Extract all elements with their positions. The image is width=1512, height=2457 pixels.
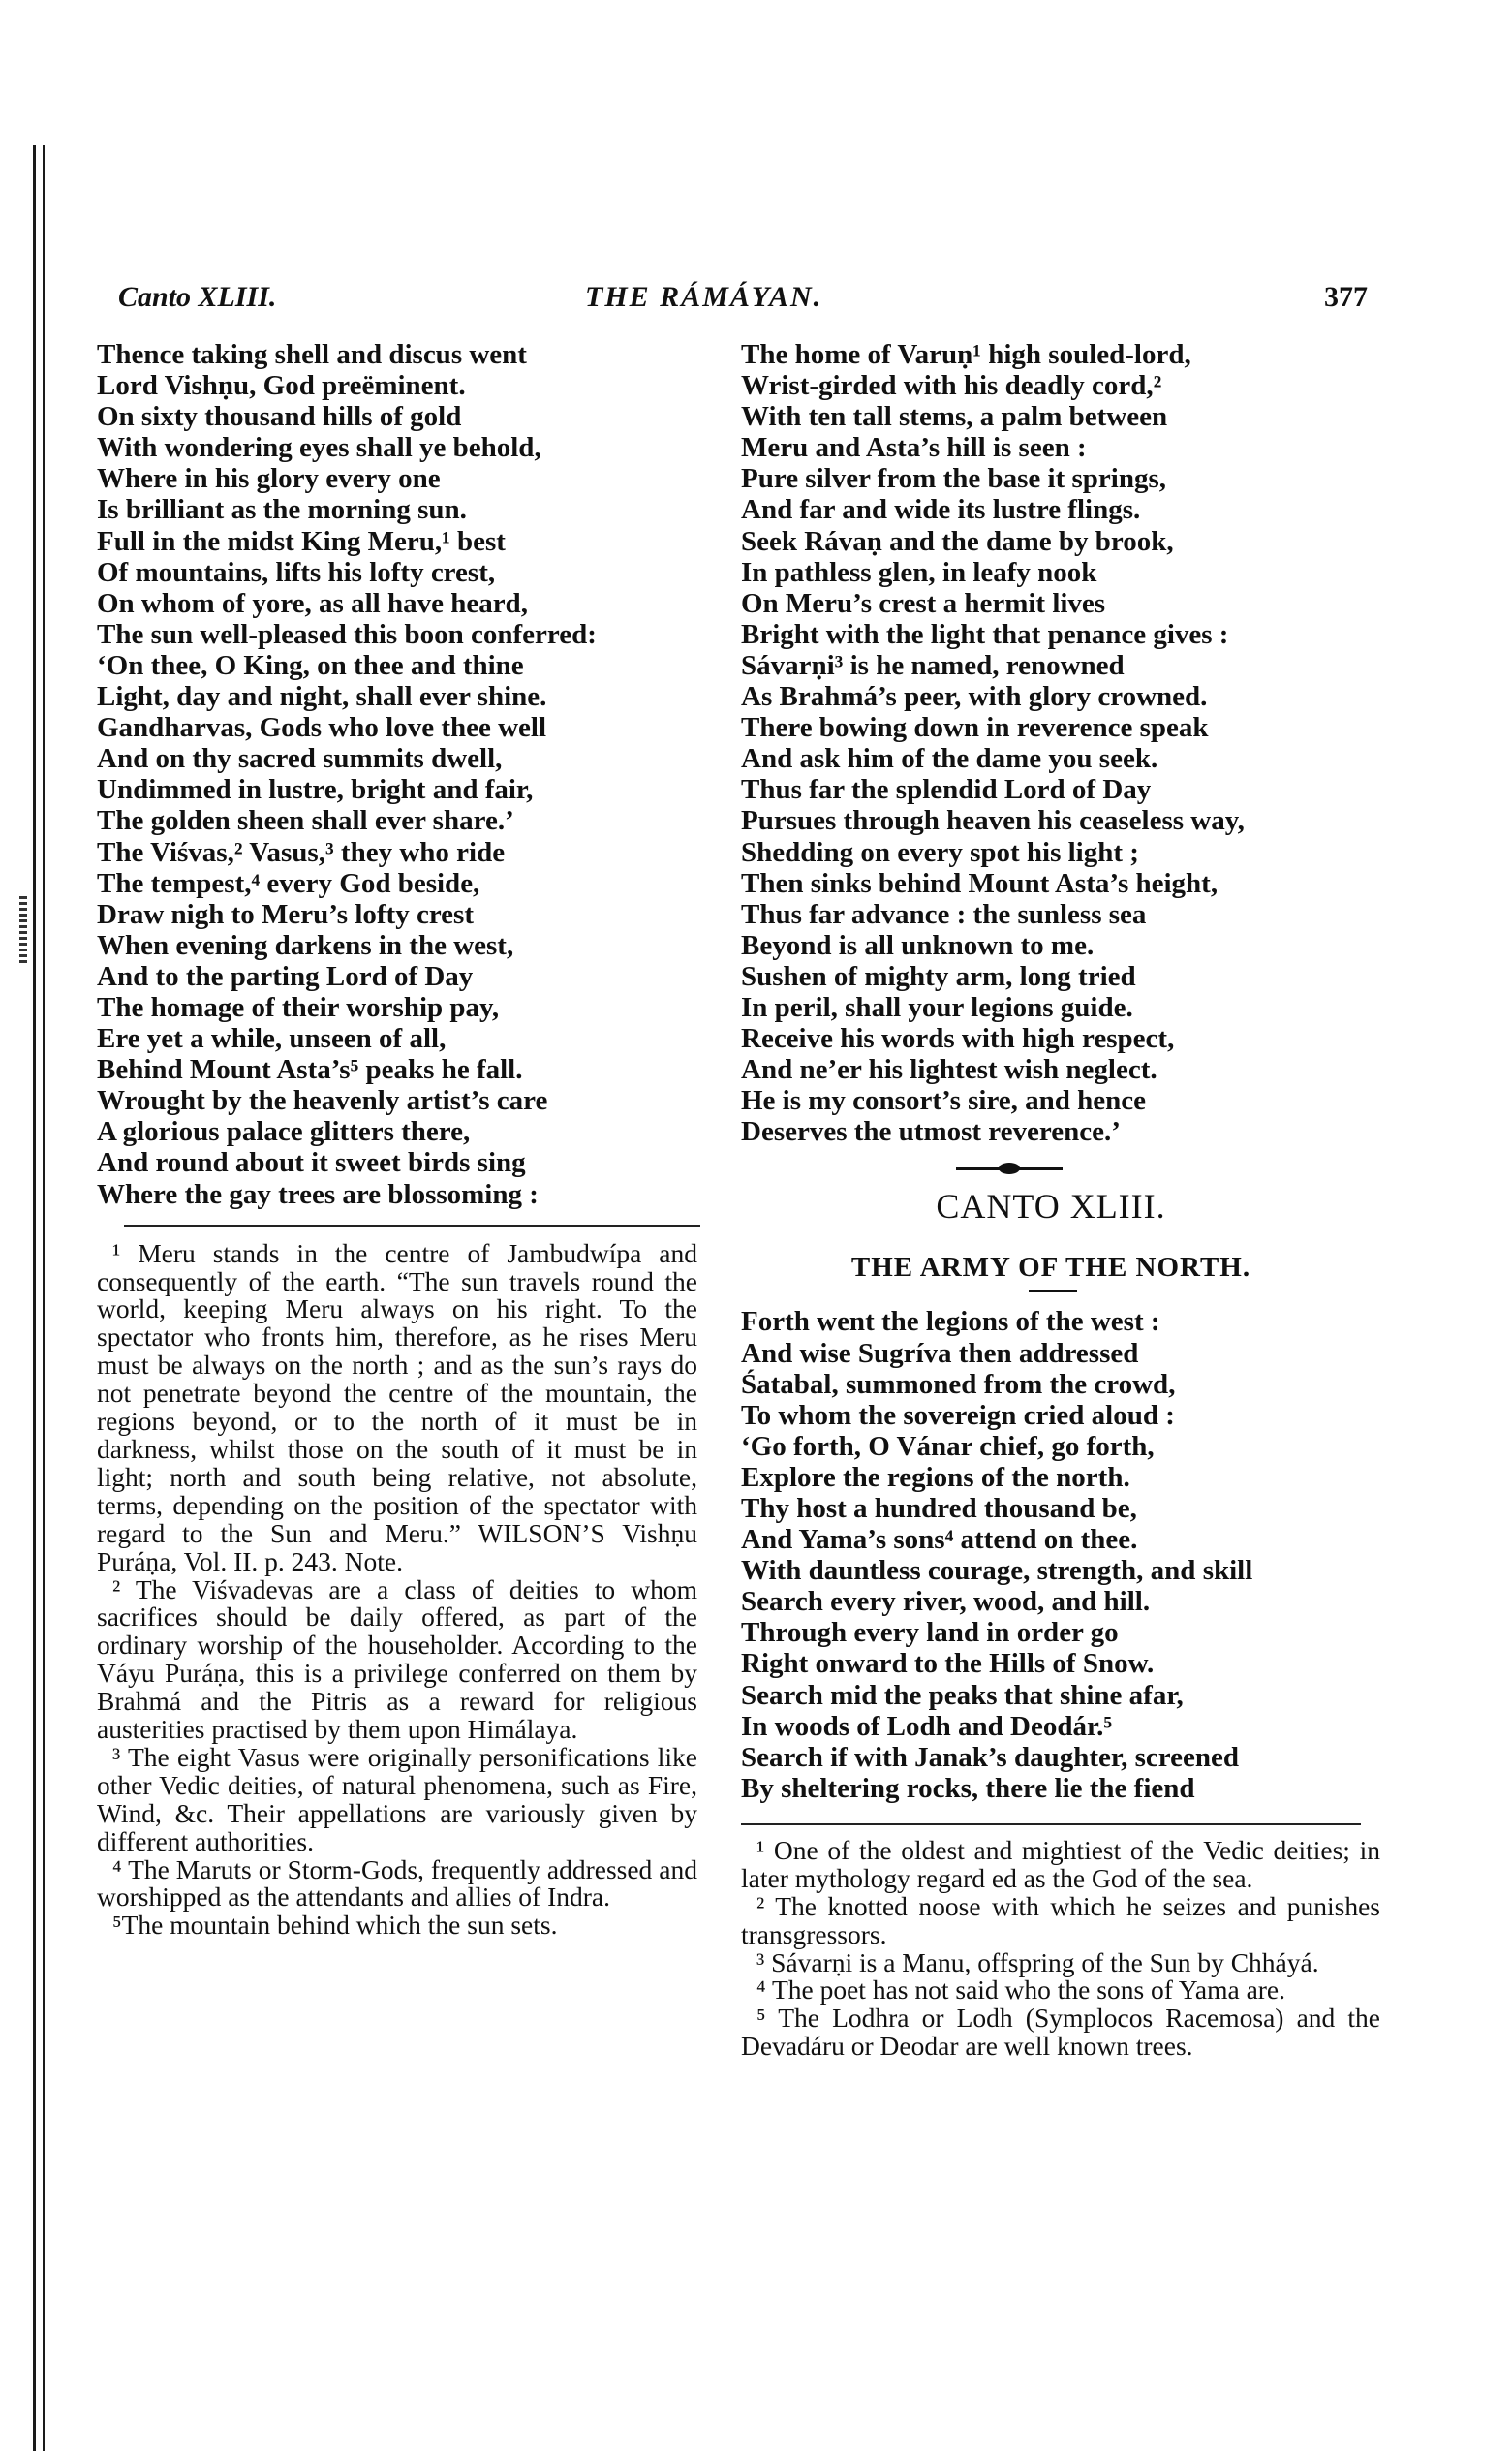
verse-line: The tempest,⁴ every God beside, — [97, 867, 480, 899]
footnote: ⁴ The Maruts or Storm-Gods, frequently addressed and worshipped as the attendants and allies of Indra. — [97, 1853, 697, 1913]
footnote: ⁵The mountain behind which the sun sets. — [112, 1910, 558, 1941]
verse-line: Forth went the legions of the west : — [741, 1306, 1160, 1338]
binding-rule-inner — [43, 145, 45, 2451]
left-footnotes — [97, 1237, 697, 1941]
verse-line: Śatabal, summoned from the crowd, — [741, 1368, 1176, 1400]
verse-line: In pathless glen, in leafy nook — [741, 556, 1097, 588]
verse-line: And wise Sugríva then addressed — [741, 1337, 1139, 1369]
footnote: ² The Viśvadevas are a class of deities to whom sacrifices should be daily offered, as part of the ordinary worship of the householder. According to the Váyu Puráṇa, this is a privilege conferred on them by Brahmá and the Pitris as a reward for religious austerities practised by them upon Himálaya. — [97, 1573, 697, 1745]
verse-line: ‘Go forth, O Vánar chief, go forth, — [741, 1430, 1155, 1462]
verse-line: Full in the midst King Meru,¹ best — [97, 525, 506, 557]
verse-line: Where in his glory every one — [97, 463, 441, 495]
verse-line: Sávarṇi³ is he named, renowned — [741, 649, 1125, 681]
verse-line: To whom the sovereign cried aloud : — [741, 1399, 1175, 1431]
verse-line: Deserves the utmost reverence.’ — [741, 1116, 1121, 1148]
verse-line: When evening darkens in the west, — [97, 929, 514, 961]
verse-line: On whom of yore, as all have heard, — [97, 587, 528, 619]
verse-line: In woods of Lodh and Deodár.⁵ — [741, 1710, 1113, 1742]
verse-line: Thus far the splendid Lord of Day — [741, 774, 1152, 806]
verse-line: Through every land in order go — [741, 1617, 1119, 1649]
running-header — [118, 281, 1368, 329]
canto-subtitle: THE ARMY OF THE NORTH. — [850, 1252, 1251, 1284]
canto-title: CANTO XLIII. — [936, 1187, 1166, 1227]
left-column — [97, 339, 697, 1940]
verse-line: Is brilliant as the morning sun. — [97, 494, 467, 526]
verse-line: With ten tall stems, a palm between — [741, 401, 1168, 433]
right-column — [741, 339, 1380, 2061]
verse-line: The homage of their worship pay, — [97, 991, 500, 1023]
verse-line: Thence taking shell and discus went — [97, 339, 527, 370]
verse-line: Lord Vishṇu, God preëminent. — [97, 370, 466, 402]
footnote-rule — [124, 1225, 700, 1227]
verse-line: And Yama’s sons⁴ attend on thee. — [741, 1524, 1138, 1556]
verse-line: Of mountains, lifts his lofty crest, — [97, 556, 496, 588]
verse-line: Then sinks behind Mount Asta’s height, — [741, 867, 1219, 899]
left-verse — [97, 339, 697, 1210]
verse-line: Pursues through heaven his ceaseless way, — [741, 805, 1245, 837]
right-verse-2 — [741, 1306, 1380, 1804]
verse-line: And far and wide its lustre flings. — [741, 494, 1141, 526]
margin-mark — [19, 896, 27, 964]
verse-line: And to the parting Lord of Day — [97, 960, 474, 992]
verse-line: And ask him of the dame you seek. — [741, 743, 1158, 775]
title-rule — [1029, 1290, 1077, 1292]
verse-line: Receive his words with high respect, — [741, 1023, 1175, 1055]
footnote: ² The knotted noose with which he seizes and punishes transgressors. — [741, 1890, 1380, 1949]
verse-line: And on thy sacred summits dwell, — [97, 743, 503, 775]
verse-line: Right onward to the Hills of Snow. — [741, 1648, 1155, 1680]
verse-line: Wrist-girded with his deadly cord,² — [741, 370, 1162, 402]
verse-line: Beyond is all unknown to me. — [741, 929, 1095, 961]
verse-line: The Viśvas,² Vasus,³ they who ride — [97, 836, 506, 868]
verse-line: He is my consort’s sire, and hence — [741, 1085, 1147, 1117]
verse-line: Undimmed in lustre, bright and fair, — [97, 774, 534, 806]
verse-line: Bright with the light that penance gives : — [741, 618, 1229, 650]
binding-rule — [33, 145, 36, 2451]
section-ornament — [956, 1161, 1063, 1176]
footnote: ⁴ The poet has not said who the sons of Yama are. — [756, 1975, 1286, 2006]
verse-line: Wrought by the heavenly artist’s care — [97, 1085, 548, 1117]
verse-line: Shedding on every spot his light ; — [741, 836, 1139, 868]
verse-line: Search mid the peaks that shine afar, — [741, 1679, 1184, 1711]
verse-line: Sushen of mighty arm, long tried — [741, 960, 1136, 992]
verse-line: Behind Mount Asta’s⁵ peaks he fall. — [97, 1054, 523, 1086]
verse-line: As Brahmá’s peer, with glory crowned. — [741, 681, 1208, 713]
footnote: ¹ Meru stands in the centre of Jambudwípa and consequently of the earth. “The sun travels round the world, keeping Meru always on his right. To the spectator who fronts him, therefore, as he rises Meru must be always on the north ; and as the sun’s rays do not penetrate beyond the centre of the mountain, the regions beyond, or to the north of it must be in darkness, whilst those on the south of it must be in light; north and south being relative, not absolute, terms, depending on the position of the spectator with regard to the Sun and Meru.” WILSON’S Vishṇu Puráṇa, Vol. II. p. 243. Note. — [97, 1237, 697, 1576]
verse-line: And round about it sweet birds sing — [97, 1147, 526, 1179]
right-footnotes — [741, 1834, 1380, 2062]
verse-line: With dauntless courage, strength, and skill — [741, 1555, 1253, 1587]
verse-line: Search every river, wood, and hill. — [741, 1586, 1151, 1618]
verse-line: Meru and Asta’s hill is seen : — [741, 432, 1087, 464]
verse-line: Ere yet a while, unseen of all, — [97, 1023, 447, 1055]
footnote: ¹ One of the oldest and mightiest of the Vedic deities; in later mythology regard ed as the God of the sea. — [741, 1834, 1380, 1893]
verse-line: Thus far advance : the sunless sea — [741, 898, 1147, 930]
verse-line: Seek Rávaṇ and the dame by brook, — [741, 525, 1174, 557]
verse-line: A glorious palace glitters there, — [97, 1116, 471, 1148]
header-title: THE RÁMÁYAN. — [585, 281, 823, 313]
verse-line: Thy host a hundred thousand be, — [741, 1493, 1137, 1524]
verse-line: On Meru’s crest a hermit lives — [741, 587, 1106, 619]
footnote: ³ The eight Vasus were originally personifications like other Vedic deities, of natural phenomena, such as Fire, Wind, &c. Their appellations are variously given by different authorities. — [97, 1741, 697, 1856]
verse-line: And ne’er his lightest wish neglect. — [741, 1054, 1157, 1086]
header-canto: Canto XLIII. — [118, 281, 277, 313]
right-verse — [741, 339, 1380, 1147]
verse-line: Search if with Janak’s daughter, screened — [741, 1741, 1239, 1773]
verse-line: Explore the regions of the north. — [741, 1461, 1130, 1493]
verse-line: The golden sheen shall ever share.’ — [97, 805, 514, 837]
verse-line: ‘On thee, O King, on thee and thine — [97, 649, 524, 681]
footnote: ³ Sávarṇi is a Manu, offspring of the Sun by Chháyá. — [756, 1946, 1319, 1977]
verse-line: Pure silver from the base it springs, — [741, 463, 1167, 495]
footnote: ⁵ The Lodhra or Lodh (Symplocos Racemosa) and the Devadáru or Deodar are well known trees. — [741, 2003, 1380, 2062]
footnote-rule — [741, 1823, 1361, 1825]
verse-line: The home of Varuṇ¹ high souled-lord, — [741, 339, 1191, 370]
verse-line: Light, day and night, shall ever shine. — [97, 681, 547, 713]
verse-line: In peril, shall your legions guide. — [741, 991, 1133, 1023]
verse-line: Draw nigh to Meru’s lofty crest — [97, 898, 474, 930]
verse-line: By sheltering rocks, there lie the fiend — [741, 1772, 1195, 1804]
verse-line: On sixty thousand hills of gold — [97, 401, 462, 433]
verse-line: There bowing down in reverence speak — [741, 712, 1209, 744]
page-number: 377 — [1324, 281, 1368, 313]
verse-line: The sun well-pleased this boon conferred: — [97, 618, 597, 650]
verse-line: Gandharvas, Gods who love thee well — [97, 712, 547, 744]
verse-line: With wondering eyes shall ye behold, — [97, 432, 541, 464]
verse-line: Where the gay trees are blossoming : — [97, 1178, 539, 1210]
